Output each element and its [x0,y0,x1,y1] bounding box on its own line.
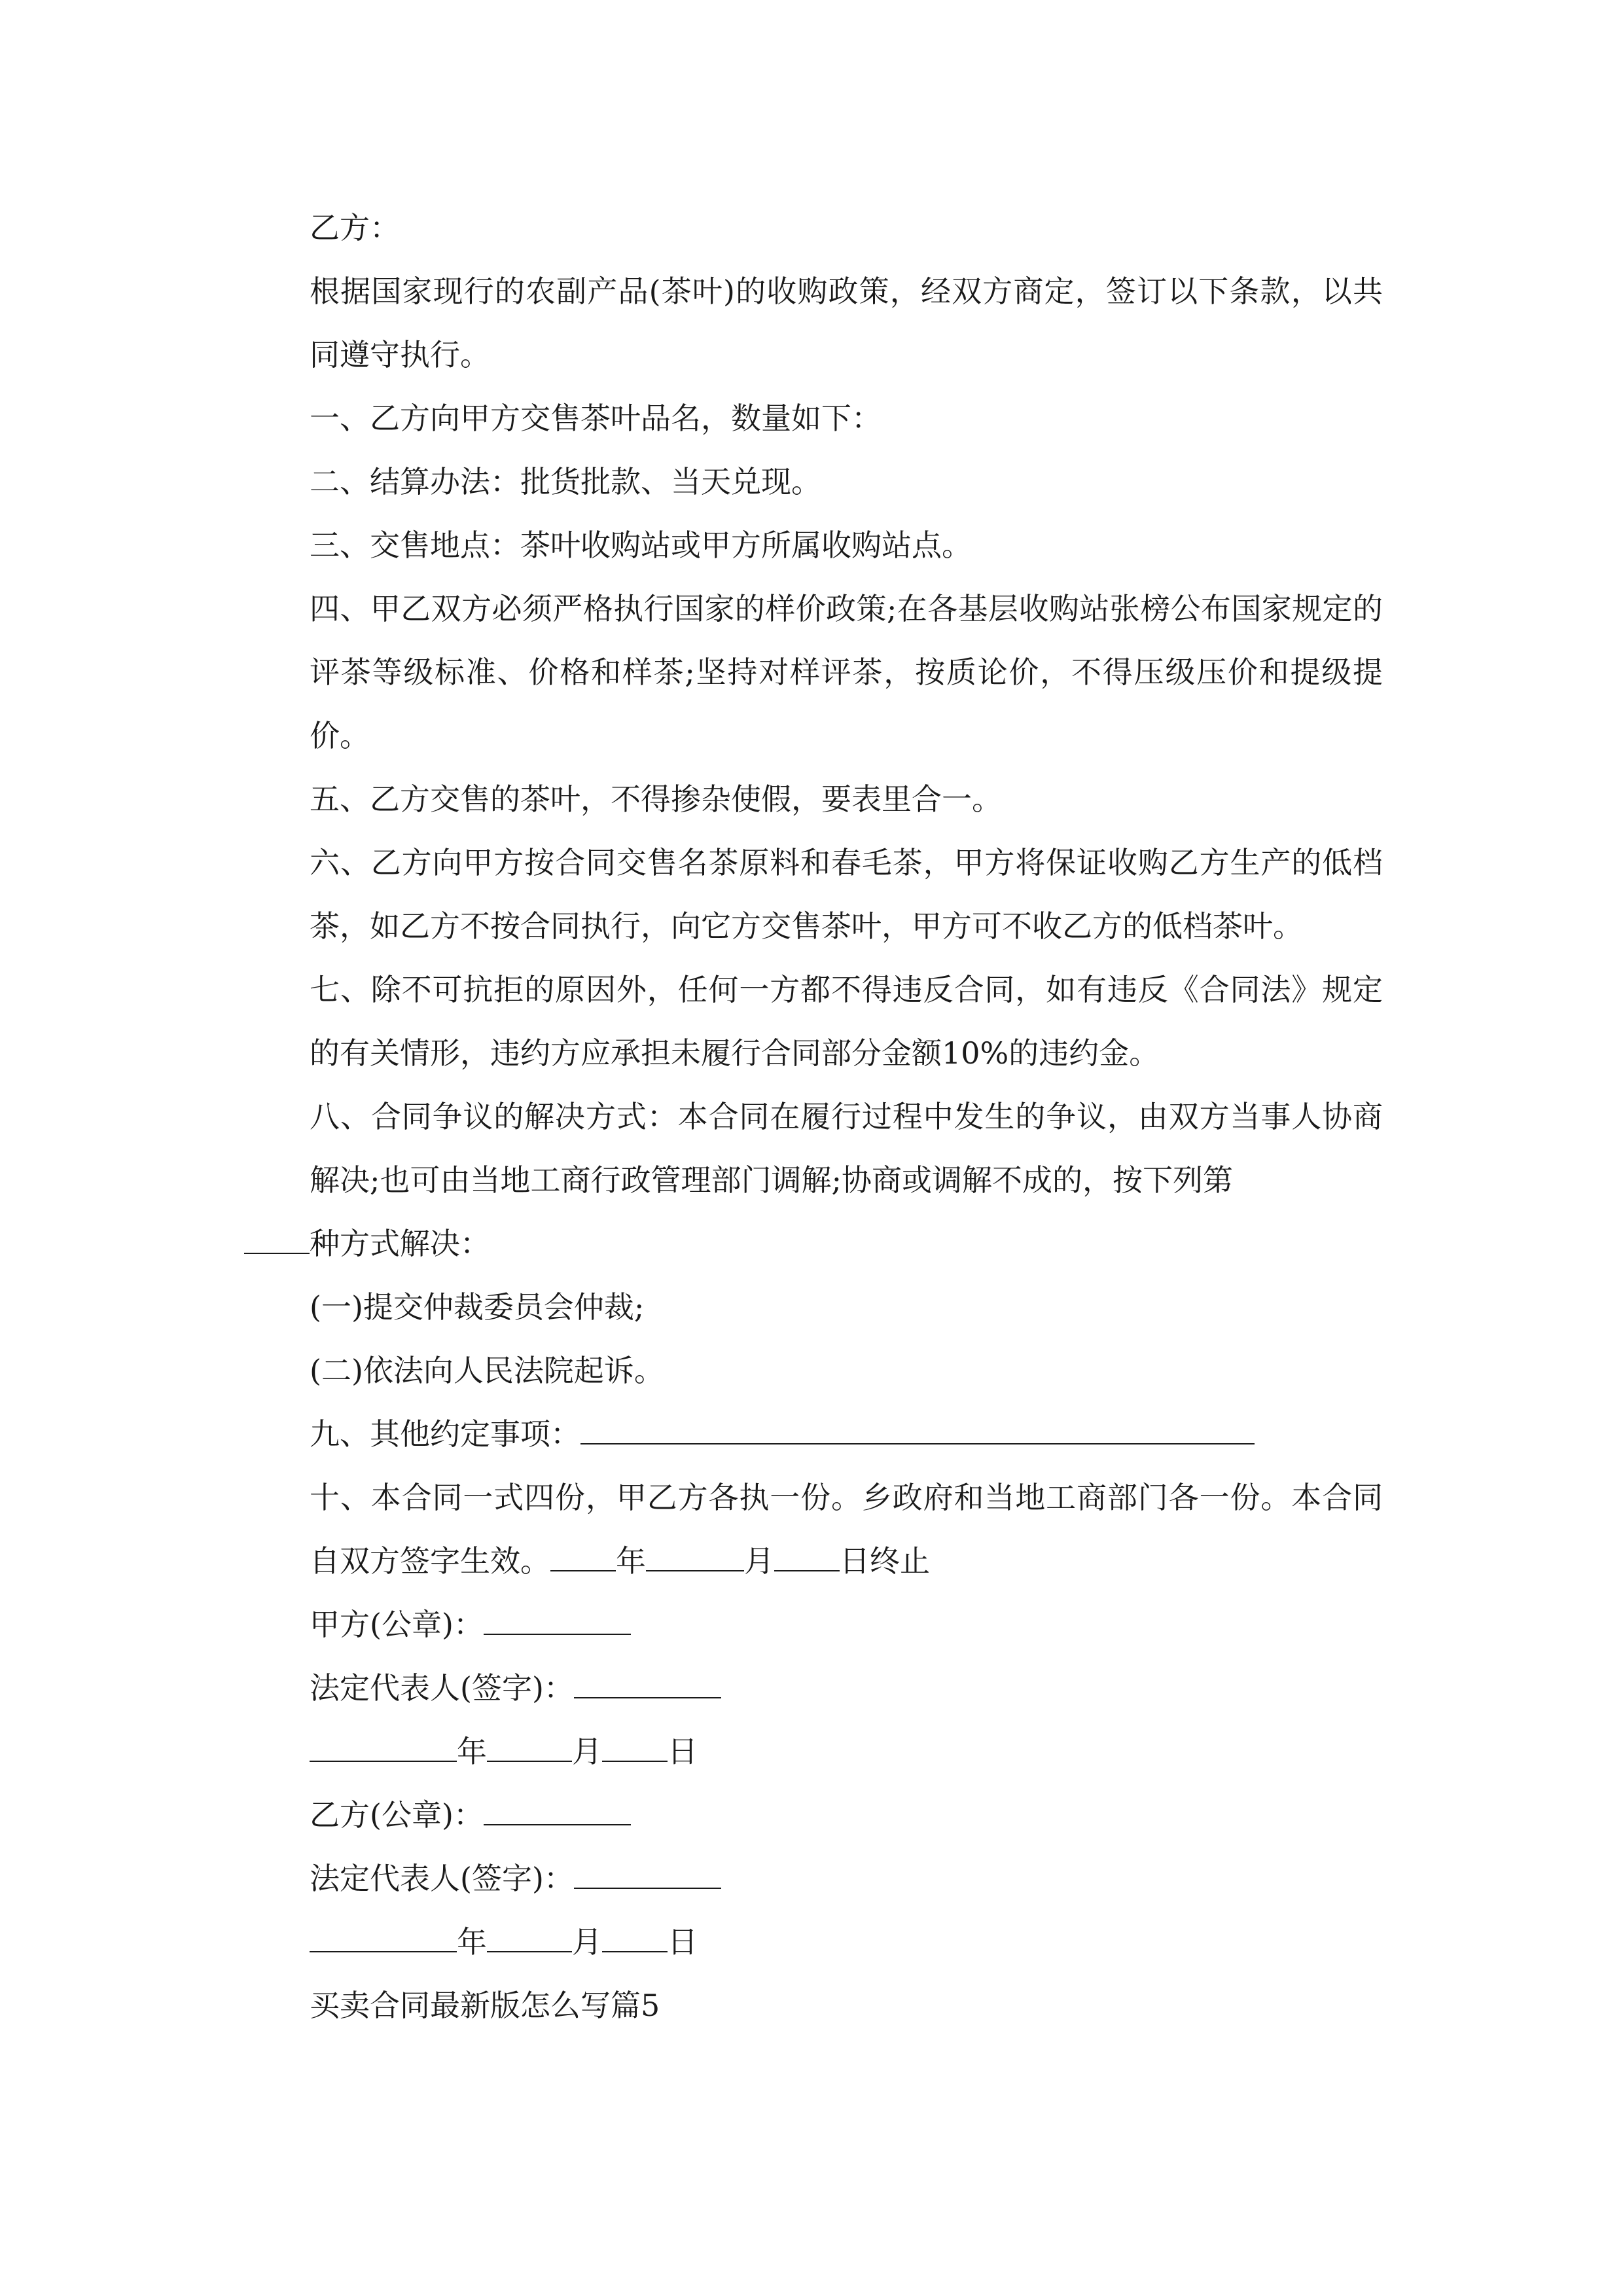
party-a-representative-label: 法定代表人(签字)： [310,1670,574,1706]
party-b-seal [244,1784,1383,1847]
party-a-year-blank[interactable] [310,1734,457,1762]
dispute-option-1: (一)提交仲裁委员会仲裁; [310,1289,645,1325]
clause-8-tail: 种方式解决： [310,1226,490,1261]
next-section-heading: 买卖合同最新版怎么写篇5 [310,1988,660,2023]
preamble-paragraph: 根据国家现行的农副产品(茶叶)的收购政策，经双方商定，签订以下条款，以共同遵守执行。 [310,274,1383,372]
party-b-date [244,1910,1383,1974]
dispute-method-blank[interactable] [244,1227,310,1254]
end-day-blank[interactable] [774,1544,840,1571]
party-a-day-blank[interactable] [602,1734,668,1762]
clause-9-label: 九、其他约定事项： [310,1416,580,1452]
party-a-date [244,1720,1383,1784]
end-month-label: 月 [744,1543,774,1579]
party-a-representative [244,1657,1383,1720]
other-terms-blank[interactable] [580,1417,1255,1444]
contract-body [244,196,1383,2037]
clause-5: 五、乙方交售的茶叶，不得掺杂使假，要表里合一。 [310,781,1002,817]
end-day-label: 日终止 [840,1543,930,1579]
party-a-year-label: 年 [457,1734,487,1769]
clause-9 [244,1403,1383,1466]
party-b-month-blank[interactable] [487,1925,572,1952]
clause-4: 四、甲乙双方必须严格执行国家的样价政策;在各基层收购站张榜公布国家规定的评茶等级标准、价格和样茶;坚持对样评茶，按质论价，不得压级压价和提级提价。 [310,591,1383,753]
party-b-seal-label: 乙方(公章)： [310,1797,484,1833]
clause-10-text: 十、本合同一式四份，甲乙方各执一份。乡政府和当地工商部门各一份。本合同自双方签字生效。 [310,1480,1383,1579]
party-a-signature-blank[interactable] [574,1671,721,1698]
party-a-seal-blank[interactable] [484,1607,631,1635]
party-b-representative-label: 法定代表人(签字)： [310,1861,574,1896]
clause-1: 一、乙方向甲方交售茶叶品名，数量如下： [310,401,882,436]
party-a-day-label: 日 [668,1734,698,1769]
party-b-year-label: 年 [457,1924,487,1960]
clause-8: 八、合同争议的解决方式：本合同在履行过程中发生的争议，由双方当事人协商解决;也可由当地工商行政管理部门调解;协商或调解不成的，按下列第 [310,1099,1383,1198]
clause-3: 三、交售地点：茶叶收购站或甲方所属收购站点。 [310,528,972,563]
end-month-blank[interactable] [646,1544,744,1571]
party-a-month-label: 月 [572,1734,602,1769]
clause-6: 六、乙方向甲方按合同交售名茶原料和春毛茶，甲方将保证收购乙方生产的低档茶，如乙方不按合同执行，向它方交售茶叶，甲方可不收乙方的低档茶叶。 [310,845,1383,944]
party-b-month-label: 月 [572,1924,602,1960]
party-b-signature-blank[interactable] [574,1861,721,1889]
party-b-year-blank[interactable] [310,1925,457,1952]
end-year-label: 年 [616,1543,646,1579]
dispute-option-2: (二)依法向人民法院起诉。 [310,1353,664,1388]
party-b-label: 乙方： [310,210,400,245]
party-b-seal-blank[interactable] [484,1798,631,1825]
party-a-seal [244,1593,1383,1657]
party-b-representative [244,1847,1383,1910]
clause-2: 二、结算办法：批货批款、当天兑现。 [310,464,821,499]
party-b-day-label: 日 [668,1924,698,1960]
end-year-blank[interactable] [550,1544,616,1571]
party-b-day-blank[interactable] [602,1925,668,1952]
clause-10 [244,1466,1383,1593]
party-a-month-blank[interactable] [487,1734,572,1762]
clause-8-continued [244,1212,1383,1276]
party-a-seal-label: 甲方(公章)： [310,1607,484,1642]
clause-7: 七、除不可抗拒的原因外，任何一方都不得违反合同，如有违反《合同法》规定的有关情形，违约方应承担未履行合同部分金额10%的违约金。 [310,972,1383,1071]
